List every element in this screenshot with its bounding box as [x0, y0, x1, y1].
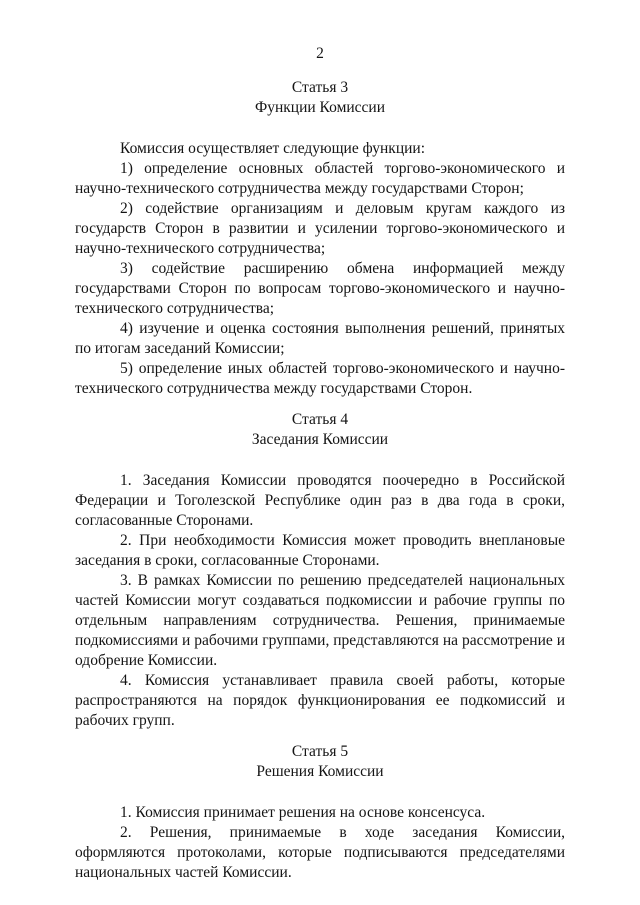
article-4 [75, 410, 565, 731]
paragraph: 4) изучение и оценка состояния выполнения решений, принятых по итогам заседаний Комиссии; [75, 320, 565, 357]
article-title: Статья 4 [291, 411, 349, 428]
article-3 [75, 78, 565, 399]
page-number: 2 [316, 45, 324, 62]
paragraph: 3) содействие расширению обмена информацией между государствами Сторон по вопросам торгово-экономического и научно-технического сотрудничества; [75, 260, 565, 317]
paragraph: 4. Комиссия устанавливает правила своей работы, которые распространяются на порядок функционирования ее подкомиссий и рабочих групп. [75, 672, 565, 729]
article-5 [75, 742, 565, 883]
paragraph: 2. Решения, принимаемые в ходе заседания Комиссии, оформляются протоколами, которые подписываются председателями национальных частей Комиссии. [75, 824, 565, 881]
article-subtitle: Функции Комиссии [254, 99, 386, 116]
paragraph: Комиссия осуществляет следующие функции: [120, 140, 426, 157]
paragraph: 1. Заседания Комиссии проводятся поочередно в Российской Федерации и Тоголезской Республике один раз в два года в сроки, согласованные Сторонами. [75, 472, 565, 529]
article-title: Статья 3 [291, 79, 349, 96]
paragraph: 3. В рамках Комиссии по решению председателей национальных частей Комиссии могут создаваться подкомиссии и рабочие группы по отдельным направлениям сотрудничества. Решения, принимаемые подкомиссиями и рабочими группами, представляются на рассмотрение и одобрение Комиссии. [75, 572, 565, 669]
paragraph: 5) определение иных областей торгово-экономического и научно-технического сотрудничества между государствами Сторон. [75, 360, 565, 397]
paragraph: 1. Комиссия принимает решения на основе консенсуса. [120, 804, 486, 821]
article-subtitle: Заседания Комиссии [251, 431, 389, 448]
document-body [75, 78, 565, 883]
paragraph: 2. При необходимости Комиссия может проводить внеплановые заседания в сроки, согласованные Сторонами. [75, 532, 565, 569]
article-subtitle: Решения Комиссии [256, 763, 384, 780]
article-title: Статья 5 [291, 743, 349, 760]
paragraph: 2) содействие организациям и деловым кругам каждого из государств Сторон в развитии и усилении торгово-экономического и научно-технического сотрудничества; [75, 200, 565, 257]
paragraph: 1) определение основных областей торгово-экономического и научно-технического сотрудничества между государствами Сторон; [75, 160, 565, 197]
